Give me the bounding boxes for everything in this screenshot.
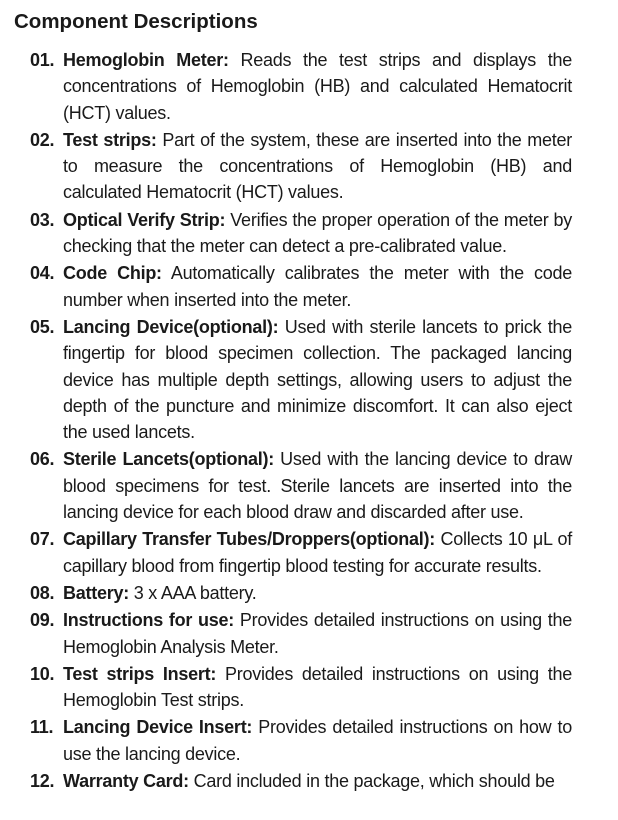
item-body — [63, 714, 572, 767]
item-description: Card included in the package, which should be — [193, 771, 555, 792]
item-number: 05. — [30, 316, 55, 337]
item-body — [63, 580, 572, 606]
item-body — [63, 661, 572, 714]
item-term: Sterile Lancets(optional): — [63, 449, 274, 470]
item-term: Lancing Device(optional): — [63, 316, 279, 337]
item-description: 3 x AAA battery. — [133, 582, 257, 603]
list-item — [30, 714, 572, 767]
item-description: Provides detailed instructions on using the Hemoglobin Test strips. — [63, 663, 572, 711]
item-description: Reads the test strips and displays the concentrations of Hemoglobin (HB) and calculated Hematocrit (HCT) values. — [63, 50, 572, 123]
component-list — [30, 47, 572, 795]
item-number: 12. — [30, 771, 55, 792]
item-term: Warranty Card: — [63, 771, 189, 792]
list-item — [30, 260, 572, 313]
item-body — [63, 314, 572, 445]
item-description: Provides detailed instructions on how to use the lancing device. — [63, 717, 572, 764]
item-number: 08. — [30, 582, 55, 603]
item-number: 01. — [30, 50, 55, 70]
item-description: Provides detailed instructions on using the Hemoglobin Analysis Meter. — [63, 610, 573, 657]
item-number: 10. — [30, 663, 55, 684]
item-body — [63, 446, 572, 525]
item-term: Lancing Device Insert: — [63, 717, 253, 738]
item-body — [63, 207, 572, 260]
item-number: 09. — [30, 610, 55, 631]
list-item — [30, 526, 572, 579]
item-description: Used with sterile lancets to prick the fingertip for blood specimen collection. The packaged lancing device has multiple depth settings, allowing users to adjust the depth of the puncture and minimize discomfort. It can also eject the used lancets. — [63, 316, 572, 443]
item-body — [63, 526, 572, 579]
list-item — [30, 127, 572, 206]
item-body — [63, 127, 572, 206]
list-item — [30, 314, 572, 445]
list-item — [30, 47, 572, 126]
item-term: Hemoglobin Meter: — [63, 50, 229, 70]
item-body — [63, 47, 572, 126]
list-item — [30, 207, 572, 260]
item-number: 02. — [30, 129, 55, 150]
item-body — [63, 768, 572, 794]
item-number: 07. — [30, 529, 55, 550]
item-term: Instructions for use: — [63, 610, 235, 631]
item-number: 04. — [30, 263, 55, 284]
item-description: Part of the system, these are inserted into the meter to measure the concentrations of Hemoglobin (HB) and calculated Hematocrit (HCT) values. — [63, 129, 572, 203]
item-body — [63, 607, 572, 660]
list-item — [30, 607, 572, 660]
item-number: 03. — [30, 209, 55, 230]
item-description: Verifies the proper operation of the meter by checking that the meter can detect a pre-calibrated value. — [63, 209, 572, 257]
item-description: Used with the lancing device to draw blood specimens for test. Sterile lancets are inserted into the lancing device for each blood draw and discarded after use. — [63, 449, 572, 523]
item-description: Automatically calibrates the meter with the code number when inserted into the meter. — [63, 263, 572, 310]
list-item — [30, 580, 572, 606]
item-term: Battery: — [63, 582, 130, 603]
list-item — [30, 661, 572, 714]
list-item — [30, 446, 572, 525]
list-item — [30, 768, 572, 794]
item-term: Test strips: — [63, 129, 157, 150]
item-number: 06. — [30, 449, 55, 470]
section-heading: Component Descriptions — [14, 10, 258, 33]
item-number: 11. — [30, 717, 54, 738]
item-term: Test strips Insert: — [63, 663, 217, 684]
item-description: Collects 10 μL of capillary blood from fingertip blood testing for accurate results. — [63, 529, 572, 576]
item-term: Code Chip: — [63, 263, 162, 284]
item-body — [63, 260, 572, 313]
item-term: Optical Verify Strip: — [63, 209, 226, 230]
item-term: Capillary Transfer Tubes/Droppers(optional): — [63, 529, 436, 550]
